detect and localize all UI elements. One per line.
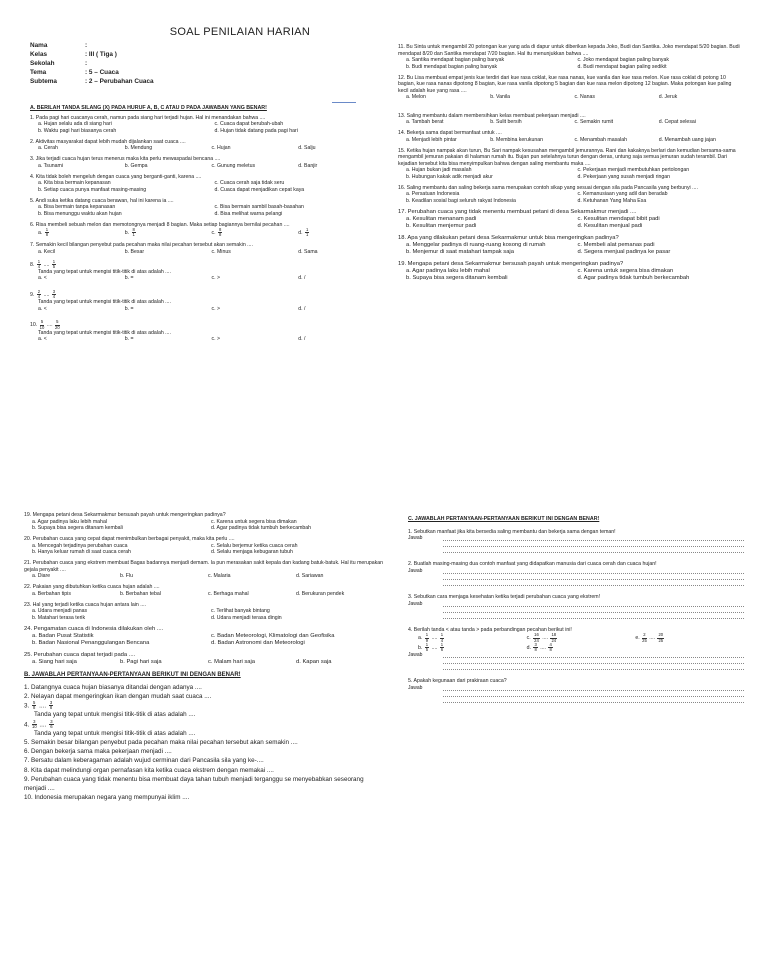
options bbox=[30, 180, 385, 193]
option-b[interactable]: b. Waktu pagi hari biasanya cerah bbox=[38, 127, 117, 134]
option-a[interactable]: a. Hujan selalu ada di siang hari bbox=[38, 121, 112, 128]
question-stem: 23. Hal yang terjadi ketika cuaca hujan antara lain .... bbox=[24, 601, 146, 608]
essay-question: 2. Buatlah masing-masing dua contoh manfaat yang didapatkan manusia dari cuaca cerah dan cuaca hujan! bbox=[408, 561, 657, 568]
option-b[interactable]: b. Pagi hari saja bbox=[120, 658, 162, 665]
options bbox=[30, 204, 385, 217]
option-d[interactable]: d. Cuaca dapat menjadikan cepat kaya bbox=[214, 186, 305, 193]
options bbox=[30, 249, 385, 256]
essay-c-3 bbox=[408, 594, 744, 619]
essay-b-3-note: Tanda yang tepat untuk mengisi titik-titik di atas adalah .... bbox=[34, 711, 196, 719]
option-d[interactable]: d. Agar padinya tidak tumbuh berkecambah bbox=[211, 525, 312, 531]
comparison-c[interactable]: c. $\frac{16}{24}$ .... $\frac{18}{24}$ bbox=[526, 632, 557, 643]
option-d[interactable]: d. Hujan tidak datang pada pagi hari bbox=[214, 127, 298, 134]
essay-b-8: 8. Kita dapat melindungi organ pernafasan kita ketika cuaca ekstrem dengan memakai .... bbox=[24, 766, 274, 774]
option-c[interactable]: c. Karena untuk segera bisa dimakan bbox=[577, 268, 674, 275]
option-c[interactable]: c. > bbox=[211, 336, 221, 343]
question-14 bbox=[398, 130, 743, 143]
fraction: $\frac{8}{8}$ bbox=[218, 227, 222, 238]
option-d[interactable]: d. Salju bbox=[298, 145, 316, 152]
question-15 bbox=[398, 148, 743, 181]
option-d[interactable]: d. Ketuhanan Yang Maha Esa bbox=[577, 197, 647, 204]
option-b[interactable]: b. Supaya bisa segera ditanam kembali bbox=[32, 525, 123, 531]
option-d[interactable]: d. $\frac{1}{1}$ bbox=[298, 227, 309, 238]
option-a[interactable]: a. < bbox=[38, 336, 47, 343]
option-c[interactable]: c. Badan Meteorologi, Klimatologi dan Geofisika bbox=[211, 632, 335, 639]
option-d[interactable]: d. Budi mendapat bagian paling sedikit bbox=[577, 63, 667, 70]
option-a[interactable]: a. Agar padinya laku lebih mahal bbox=[406, 268, 490, 275]
question-expression: 9. $\frac{2}{4}$ .... $\frac{3}{4}$ bbox=[30, 288, 56, 300]
option-a[interactable]: a. Tsunami bbox=[38, 162, 63, 169]
option-b[interactable]: b. = bbox=[124, 305, 134, 312]
answer-label: Jawab bbox=[408, 567, 423, 574]
fraction: $\frac{1}{1}$ bbox=[306, 227, 309, 238]
question-8 bbox=[30, 260, 385, 282]
comparison-a[interactable]: a. $\frac{1}{9}$ .... $\frac{1}{4}$ bbox=[418, 632, 444, 643]
section-c-heading: C. JAWABLAH PERTANYAAN-PERTANYAAN BERIKUT INI DENGAN BENAR! bbox=[408, 516, 600, 522]
question-stem: 21. Perubahan cuaca yang ekstrem membuat Bagas badannya menjadi demam. Ia pun merasakan sakit kepala dan kadang batuk-batuk. Hal itu merupakan gejala penyakit .... bbox=[24, 560, 384, 573]
option-a[interactable]: a. $\frac{1}{8}$ bbox=[38, 227, 49, 238]
question-13 bbox=[398, 113, 743, 126]
question-stem: 22. Pakaian yang dibutuhkan ketika cuaca hujan adalah .... bbox=[24, 584, 160, 590]
question-note: Tanda yang tepat untuk mengisi titik-titik di atas adalah .... bbox=[38, 329, 171, 336]
option-c[interactable]: c. Joko mendapat bagian paling banyak bbox=[577, 57, 669, 63]
column-bottom-left bbox=[24, 512, 384, 802]
option-b[interactable]: b. Keadilan sosial bagi seluruh rakyat Indonesia bbox=[406, 197, 516, 204]
options bbox=[398, 216, 743, 230]
question-stem: 12. Bu Lisa membuat empat jenis kue terdiri dari kue rasa coklat, kue rasa nanas, kue vanila dan kue rasa melon. Kue rasa coklat di potong 10 bagian, kue rasa nanas dipotong 8 bagian, kue rasa vanila dipotong 5 bagian dan kue rasa melon dipotong 12 bagian. Maka potongan kue paling kecil adalah kue yang rasa .... bbox=[398, 74, 732, 94]
question-stem: 6. Risa membeli sebuah melon dan memotongnya menjadi 8 bagian. Maka setiap bagiannya bernilai pecahan .... bbox=[30, 221, 290, 228]
essay-question: 1. Sebutkan manfaat jika kita bersedia saling membantu dan bekerja sama dengan teman! bbox=[408, 528, 616, 535]
essay-number: 3. bbox=[24, 702, 30, 710]
option-d[interactable]: d. Selalu menjaga kebugaran tubuh bbox=[211, 549, 293, 555]
info-label: Sekolah bbox=[30, 59, 55, 67]
answer-line[interactable] bbox=[408, 547, 744, 553]
options bbox=[398, 167, 743, 180]
question-stem: 11. Bu Sinta untuk mengambil 20 potongan kue yang ada di dapur untuk diberikan kepada Joko, Budi dan Santika. Joko mendapat 5/20 bagian. Budi mendapat 8/20 dan Santika mendapat 7/20 bagian. Hal itu menunjukkan bahwa .... bbox=[398, 44, 740, 57]
answer-line[interactable] bbox=[408, 664, 744, 670]
option-b[interactable]: b. Kesulitan menjemur padi bbox=[406, 222, 477, 229]
options bbox=[24, 519, 384, 532]
option-a[interactable]: a. Badan Pusat Statistik bbox=[32, 632, 94, 639]
answer-label: Jawab bbox=[408, 684, 423, 691]
option-a[interactable]: a. Diare bbox=[32, 573, 51, 579]
essay-b-3: 3. $\frac{5}{8}$ .... $\frac{3}{8}$ bbox=[24, 699, 53, 711]
question-6 bbox=[30, 222, 385, 238]
options bbox=[398, 119, 743, 126]
question-stem: 19. Mengapa petani desa Sekarmakmur bersusah payah untuk mengeringkan padinya? bbox=[24, 512, 226, 518]
answer-line[interactable] bbox=[408, 613, 744, 619]
options bbox=[24, 608, 384, 621]
question-note: Tanda yang tepat untuk mengisi titik-titik di atas adalah .... bbox=[38, 268, 171, 275]
options bbox=[30, 336, 385, 343]
essay-c-4 bbox=[408, 627, 744, 671]
question-stem: 19. Mengapa petani desa Sekarmakmur bersusah payah untuk mengeringkan padinya? bbox=[398, 260, 624, 267]
option-d[interactable]: d. Jeruk bbox=[658, 94, 678, 100]
question-23 bbox=[24, 602, 384, 622]
question-17 bbox=[398, 209, 743, 231]
question-21 bbox=[24, 560, 384, 580]
option-c[interactable]: c. Kemanusiaan yang adil dan beradab bbox=[577, 191, 668, 197]
option-d[interactable]: d. Banjir bbox=[298, 162, 318, 169]
option-b[interactable]: b. Menjemur di saat matahari tampak saja bbox=[406, 249, 514, 256]
question-18 bbox=[398, 235, 743, 257]
option-b[interactable]: b. Supaya bisa segera ditanam kembali bbox=[406, 275, 508, 282]
option-b[interactable]: b. Hanya keluar rumah di saat cuaca cerah bbox=[32, 549, 131, 555]
question-stem: 5. Andi suka ketika datang cuaca berawan, hal ini karena ia .... bbox=[30, 197, 174, 204]
option-d[interactable]: d. Segera menjual padinya ke pasar bbox=[577, 249, 671, 256]
answer-line[interactable] bbox=[408, 580, 744, 586]
essay-b-5: 5. Semakin besar bilangan penyebut pada pecahan maka nilai pecahan tersebut akan semakin .... bbox=[24, 739, 298, 747]
info-value: : III ( Tiga ) bbox=[85, 50, 117, 58]
option-a[interactable]: a. Agar padinya laku lebih mahal bbox=[32, 518, 107, 525]
option-d[interactable]: d. Cepat selesai bbox=[658, 119, 696, 125]
info-row bbox=[30, 51, 225, 60]
option-b[interactable]: b. Budi mendapat bagian paling banyak bbox=[406, 63, 498, 70]
question-stem: 20. Perubahan cuaca yang cepat dapat menimbulkan berbagai penyakit, maka kita perlu .... bbox=[24, 536, 235, 542]
option-a[interactable]: a. Menggelar padinya di ruang-ruang kosong di rumah bbox=[406, 241, 546, 248]
options bbox=[24, 543, 384, 556]
page-title: SOAL PENILAIAN HARIAN bbox=[169, 26, 311, 38]
options bbox=[30, 145, 385, 152]
options bbox=[398, 191, 743, 204]
fraction: $\frac{8}{1}$ bbox=[132, 227, 135, 238]
option-a[interactable]: a. Kecil bbox=[38, 248, 56, 255]
option-c[interactable]: c. Pekerjaan menjadi membutuhkan pertolongan bbox=[577, 167, 690, 173]
essay-list-b bbox=[24, 683, 384, 802]
option-d[interactable]: d. Menambah uang jajan bbox=[658, 136, 716, 143]
question-stem: 1. Pada pagi hari cuacanya cerah, namun pada siang hari terjadi hujan. Hal ini menandakan bahwa .... bbox=[30, 114, 266, 121]
question-expression: 10. $\frac{5}{10}$ .... $\frac{5}{20}$ bbox=[30, 319, 60, 330]
essay-question: 3. Sebutkan cara menjaga kesehatan ketika terjadi perubahan cuaca yang ekstrem! bbox=[408, 594, 601, 601]
option-b[interactable]: b. Badan Nasional Penanggulangan Bencana bbox=[32, 639, 150, 646]
essay-b-7: 7. Bersatu dalam keberagaman adalah wujud cerminan dari Pancasila sila yang ke-.... bbox=[24, 757, 264, 765]
option-a[interactable]: a. Bisa bermain tanpa kepanasan bbox=[38, 204, 116, 211]
option-a[interactable]: a. Persatuan Indonesia bbox=[406, 191, 460, 197]
question-5 bbox=[30, 198, 385, 218]
option-a[interactable]: a. Udara menjadi panas bbox=[32, 608, 88, 614]
option-d[interactable]: d. Udara menjadi terasa dingin bbox=[211, 614, 282, 621]
comparison-d[interactable]: d. $\frac{3}{8}$ .... $\frac{4}{8}$ bbox=[526, 641, 552, 652]
option-b[interactable]: b. Membina kerukunan bbox=[490, 136, 544, 143]
option-c[interactable]: c. Cuaca cerah saja tidak seru bbox=[214, 180, 285, 187]
info-label: Tema bbox=[30, 68, 47, 76]
question-1 bbox=[30, 115, 385, 135]
option-c[interactable]: c. Malaria bbox=[208, 573, 231, 579]
question-24 bbox=[24, 626, 384, 648]
essay-number: 4. bbox=[24, 720, 30, 728]
comparison-e[interactable]: e. $\frac{2}{25}$ .... $\frac{20}{25}$ bbox=[635, 632, 664, 643]
info-value: : 5 – Cuaca bbox=[85, 68, 119, 76]
option-d[interactable]: d. Kapan saja bbox=[296, 658, 332, 665]
comparison-items bbox=[408, 633, 744, 652]
question-stem: 24. Pengamatan cuaca di Indonesia dilakukan oleh .... bbox=[24, 625, 164, 632]
essay-b-1: 1. Datangnya cuaca hujan biasanya ditandai dengan adanya .... bbox=[24, 683, 202, 691]
question-4 bbox=[30, 174, 385, 194]
question-stem: 25. Perubahan cuaca dapat terjadi pada .... bbox=[24, 651, 136, 658]
options bbox=[398, 94, 743, 101]
option-d[interactable]: d. Bisa melihat warna pelangi bbox=[214, 210, 283, 217]
question-stem: 16. Saling membantu dan saling bekerja sama merupakan contoh sikap yang sesuai dengan sila pada Pancasila yang berbunyi .... bbox=[398, 184, 698, 191]
option-d[interactable]: d. Berukuran pendek bbox=[296, 590, 345, 597]
option-a[interactable]: a. Santika mendapat bagian paling banyak bbox=[406, 57, 505, 63]
options bbox=[30, 275, 385, 282]
option-a[interactable]: a. < bbox=[38, 275, 47, 282]
option-b[interactable]: b. Gempa bbox=[124, 162, 148, 169]
option-c[interactable]: c. Nanas bbox=[574, 94, 595, 100]
option-b[interactable]: b. Flu bbox=[120, 573, 133, 579]
options bbox=[398, 268, 743, 282]
question-stem: 2. Aktivitas masyarakat dapat lebih mudah dijalankan saat cuaca .... bbox=[30, 138, 186, 145]
question-25 bbox=[24, 652, 384, 666]
question-19 bbox=[398, 261, 743, 283]
column-top-left bbox=[30, 101, 385, 347]
option-a[interactable]: a. Mencegah terjadinya perubahan cuaca bbox=[32, 542, 128, 549]
info-value: : bbox=[85, 59, 88, 67]
option-c[interactable]: c. Cuaca dapat berubah-ubah bbox=[214, 121, 284, 128]
option-c[interactable]: c. Berhaga mahal bbox=[208, 590, 249, 597]
option-b[interactable]: b. = bbox=[124, 336, 134, 343]
option-b[interactable]: b. Mendung bbox=[124, 145, 153, 152]
option-b[interactable]: b. Bisa menunggu waktu akan hujan bbox=[38, 210, 122, 217]
student-info bbox=[30, 42, 225, 87]
answer-label: Jawab bbox=[408, 600, 423, 607]
info-value: : 2 – Perubahan Cuaca bbox=[85, 77, 154, 85]
info-row bbox=[30, 78, 225, 87]
question-stem: 17. Perubahan cuaca yang tidak menentu membuat petani di desa Sekarmakmur menjadi .... bbox=[398, 208, 637, 215]
option-c[interactable]: c. Gunung meletus bbox=[211, 162, 256, 169]
essay-question: 5. Apakah kegunaan dari prakiraan cuaca? bbox=[408, 678, 507, 685]
essay-c-1 bbox=[408, 529, 744, 554]
info-value: : bbox=[85, 42, 88, 49]
question-note: Tanda yang tepat untuk mengisi titik-titik di atas adalah .... bbox=[38, 299, 171, 306]
option-d[interactable]: d. Kesulitan menjual padi bbox=[577, 222, 643, 229]
option-d[interactable]: d. Badan Astronomi dan Meteorologi bbox=[211, 639, 305, 646]
option-b[interactable]: b. Matahari terasa terik bbox=[32, 614, 86, 621]
options bbox=[30, 163, 385, 170]
option-c[interactable]: c. Kesulitan mendapat bibit padi bbox=[577, 215, 660, 222]
option-b[interactable]: b. Besar bbox=[124, 248, 145, 255]
option-d[interactable]: d. Pekerjaan yang susah menjadi ringan bbox=[577, 173, 671, 180]
info-row bbox=[30, 60, 225, 69]
info-label: Nama bbox=[30, 42, 48, 49]
option-c[interactable]: c. > bbox=[211, 275, 221, 282]
question-12 bbox=[398, 75, 743, 101]
answer-label: Jawab bbox=[408, 535, 423, 542]
option-c[interactable]: c. Bisa bermain sambil basah-basahan bbox=[214, 204, 304, 211]
question-20 bbox=[24, 536, 384, 556]
info-label: Kelas bbox=[30, 50, 48, 58]
essay-question: 4. Berilah tanda < atau tanda > pada perbandingan pecahan berikut ini! bbox=[408, 626, 572, 633]
question-2 bbox=[30, 139, 385, 152]
option-b[interactable]: b. = bbox=[124, 275, 134, 282]
question-stem: 15. Ketika hujan nampak akan turun, Bu Sari nampak kesusahan mengambil jemurannya. Rani dan kakaknya berlari dan kemudian bersama-sama mengambil jemuran pakaian di halaman rumah itu. Bujan pun setelahnya turun dengan deras, untung saja semua jemuran sudah terambil. Dari kejadian tersebut kita bisa menyimpulkan bahwa dengan saling membantu maka .... bbox=[398, 147, 736, 167]
question-stem: 7. Semakin kecil bilangan penyebut pada pecahan maka nilai pecahan tersebut akan semakin .... bbox=[30, 242, 253, 249]
column-bottom-right bbox=[408, 512, 744, 708]
options bbox=[30, 306, 385, 313]
option-a[interactable]: a. Cerah bbox=[38, 145, 58, 152]
column-top-right bbox=[398, 44, 743, 287]
essay-b-2: 2. Nelayan dapat mengeringkan ikan dengan mudah saat cuaca .... bbox=[24, 692, 212, 700]
question-10 bbox=[30, 320, 385, 342]
option-d[interactable]: d. / bbox=[298, 275, 306, 282]
question-3 bbox=[30, 156, 385, 169]
question-stem: 3. Jika terjadi cuaca hujan terus menerus maka kita perlu mewaspadai bencana .... bbox=[30, 156, 221, 163]
info-row bbox=[30, 42, 225, 51]
section-b-heading: B. JAWABLAH PERTANYAAN-PERTANYAAN BERIKUT INI DENGAN BENAR! bbox=[24, 672, 241, 679]
option-a[interactable]: a. Siang hari saja bbox=[32, 658, 77, 665]
options bbox=[24, 591, 384, 598]
option-b[interactable]: b. $\frac{8}{1}$ bbox=[124, 227, 135, 238]
options bbox=[398, 242, 743, 256]
option-d[interactable]: d. / bbox=[298, 305, 306, 312]
question-stem: 14. Bekerja sama dapat bermanfaat untuk .... bbox=[398, 130, 502, 136]
essay-b-9: 9. Perubahan cuaca yang tidak menentu bisa membuat daya tahan tubuh menjadi terganggu se menyebabkan seseorang menjadi .... bbox=[24, 775, 364, 792]
option-d[interactable]: d. Agar padinya tidak tumbuh berkecambah bbox=[577, 275, 690, 282]
option-d[interactable]: d. / bbox=[298, 336, 306, 343]
question-7 bbox=[30, 242, 385, 255]
question-stem: 18. Apa yang dilakukan petani desa Sekarmakmur untuk bisa mengeringkan padinya? bbox=[398, 234, 619, 241]
option-a[interactable]: a. Berbahan tipis bbox=[32, 590, 71, 597]
essay-b-4-note: Tanda yang tepat untuk mengisi titik-titik di atas adalah .... bbox=[34, 730, 196, 738]
question-16 bbox=[398, 185, 743, 205]
option-c[interactable]: c. Hujan bbox=[211, 145, 231, 152]
option-c[interactable]: c. Minus bbox=[211, 248, 231, 255]
options bbox=[398, 57, 743, 70]
options bbox=[24, 633, 384, 647]
essay-c-5 bbox=[408, 678, 744, 703]
question-expression: 8. $\frac{1}{4}$ .... $\frac{1}{5}$ bbox=[30, 258, 56, 269]
option-c[interactable]: c. Membeli alat pemanas padi bbox=[577, 241, 655, 248]
answer-line[interactable] bbox=[408, 697, 744, 703]
question-stem: 13. Saling membantu dalam membersihkan kelas membuat pekerjaan menjadi .... bbox=[398, 112, 586, 119]
option-c[interactable]: c. Selalu berjemur ketika cuaca cerah bbox=[211, 542, 298, 549]
options bbox=[30, 228, 385, 237]
option-c[interactable]: c. Menambah masalah bbox=[574, 136, 627, 143]
options bbox=[24, 573, 384, 580]
option-b[interactable]: b. Vanila bbox=[490, 94, 511, 100]
option-d[interactable]: d. Sama bbox=[298, 248, 318, 255]
option-a[interactable]: a. Kesulitan menanam padi bbox=[406, 215, 477, 222]
option-c[interactable]: c. $\frac{8}{8}$ bbox=[211, 227, 222, 238]
option-b[interactable]: b. Berbahan tebal bbox=[120, 590, 161, 597]
option-c[interactable]: c. Semakin rumit bbox=[574, 119, 614, 125]
question-stem: 4. Kita tidak boleh mengeluh dengan cuaca yang berganti-ganti, karena .... bbox=[30, 173, 202, 180]
option-a[interactable]: a. Tambah berat bbox=[406, 119, 444, 125]
options bbox=[30, 121, 385, 134]
option-b[interactable]: b. Hubungan kakak adik menjadi akur bbox=[406, 173, 493, 180]
info-label: Subtema bbox=[30, 77, 57, 85]
option-c[interactable]: c. Terlihat banyak bintang bbox=[211, 608, 270, 614]
fraction: $\frac{1}{8}$ bbox=[45, 227, 49, 238]
option-b[interactable]: b. Sulit bersih bbox=[490, 119, 522, 125]
options bbox=[398, 137, 743, 144]
option-a[interactable]: a. Hujan bukan jadi masalah bbox=[406, 167, 472, 173]
comparison-b[interactable]: b. $\frac{1}{5}$ .... $\frac{1}{6}$ bbox=[418, 641, 444, 652]
essay-c-2 bbox=[408, 561, 744, 586]
option-a[interactable]: a. < bbox=[38, 305, 47, 312]
essay-b-6: 6. Dengan bekerja sama maka pekerjaan menjadi .... bbox=[24, 748, 172, 756]
option-c[interactable]: c. Karena untuk segera bisa dimakan bbox=[211, 518, 297, 525]
option-a[interactable]: a. Menjadi lebih pintar bbox=[406, 136, 457, 143]
question-11 bbox=[398, 44, 743, 70]
answer-label: Jawab bbox=[408, 652, 423, 659]
option-c[interactable]: c. > bbox=[211, 305, 221, 312]
options bbox=[24, 659, 384, 666]
question-9 bbox=[30, 290, 385, 312]
option-b[interactable]: b. Setiap cuaca punya manfaat masing-masing bbox=[38, 186, 147, 193]
option-a[interactable]: a. Kita bisa bermain kepanasan bbox=[38, 180, 111, 187]
section-a-heading: A. BERILAH TANDA SILANG (X) PADA HURUF A, B, C ATAU D PADA JAWABAN YANG BENAR! bbox=[30, 105, 267, 111]
option-d[interactable]: d. Sariawan bbox=[296, 573, 324, 579]
info-row bbox=[30, 69, 225, 78]
option-c[interactable]: c. Malam hari saja bbox=[208, 658, 256, 665]
question-19-repeat bbox=[24, 512, 384, 532]
option-a[interactable]: a. Melon bbox=[406, 94, 426, 100]
essay-b-10: 10. Indonesia merupakan negara yang mempunyai iklim .... bbox=[24, 793, 190, 801]
question-22 bbox=[24, 584, 384, 597]
essay-b-4: 4. $\frac{3}{10}$ .... $\frac{3}{6}$ bbox=[24, 718, 53, 729]
